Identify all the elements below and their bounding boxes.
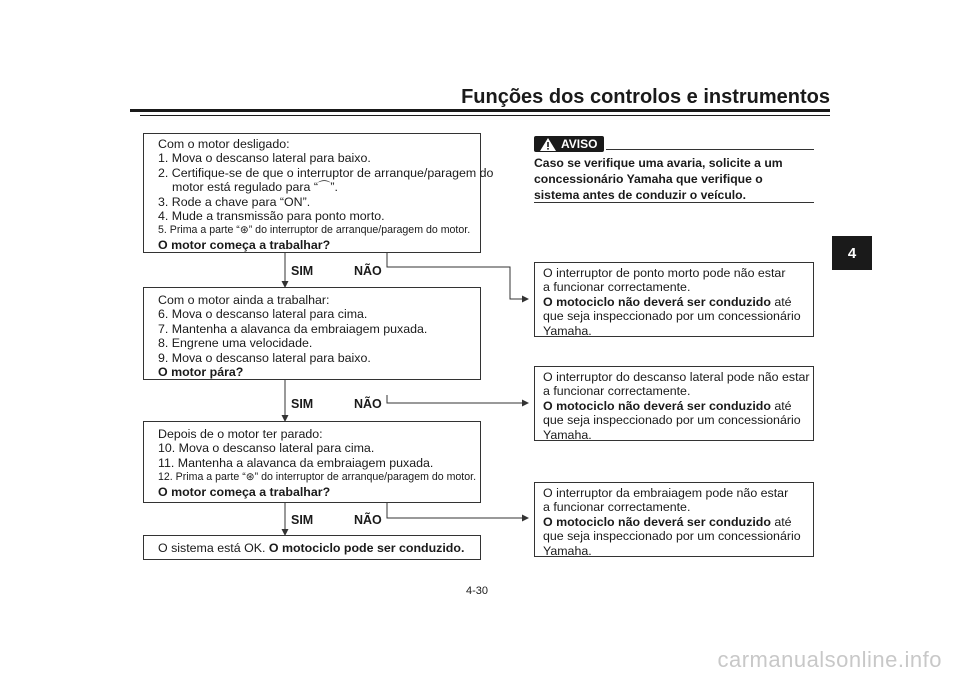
step-question: O motor começa a trabalhar? [158,484,331,499]
step-line: Depois de o motor ter parado: [158,427,323,441]
step-line: 5. Prima a parte “⊛” do interruptor de arranque/paragem do motor. [158,224,471,237]
ok-text-bold: O motociclo pode ser conduzido. [268,541,465,555]
step-line: Com o motor desligado: [158,137,290,151]
step-line: 10. Mova o descanso lateral para cima. [158,441,375,456]
result-line: até [770,514,792,529]
warning-line: sistema antes de conduzir o veículo. [534,188,746,202]
result-line: a funcionar correctamente. [543,280,691,295]
step-line: 11. Mantenha a alavanca da embraiagem puxada. [158,455,434,470]
result-line: Yamaha. [543,323,592,338]
step-box-2 [143,287,481,380]
chapter-tab: 4 [832,236,872,270]
no-arrow-3 [387,503,528,518]
result-bold: O motociclo não deverá ser conduzido [543,514,771,529]
no-label: NÃO [354,513,382,527]
warning-rule-top [606,149,814,150]
result-line: que seja inspeccionado por um concessionário [543,309,801,324]
page-title: Funções dos controlos e instrumentos [461,86,830,108]
result-bold: O motociclo não deverá ser conduzido [543,294,771,309]
result-line: que seja inspeccionado por um concessionário [543,413,801,428]
step-box-1 [143,133,494,253]
result-line: a funcionar correctamente. [543,384,691,399]
no-arrow-2 [387,395,528,403]
warning-label: AVISO [561,137,598,151]
warning-triangle-icon [539,137,557,153]
step-question: O motor começa a trabalhar? [158,237,331,252]
result-box-clutch-switch [534,482,814,557]
result-line: que seja inspeccionado por um concessionário [543,529,801,544]
ok-text: O sistema está OK. [158,541,266,555]
step-line: 2. Certifique-se de que o interruptor de arranque/paragem do [158,165,494,180]
warning-line: Caso se verifique uma avaria, solicite a um [534,156,783,170]
page-number: 4-30 [466,585,489,597]
step-line: 8. Engrene uma velocidade. [158,336,313,351]
step-line: 3. Rode a chave para “ON”. [158,194,311,209]
warning-rule-bottom [534,202,814,203]
step-line: 12. Prima a parte “⊛” do interruptor de arranque/paragem do motor. [158,471,477,484]
result-line: a funcionar correctamente. [543,500,691,515]
step-question: O motor pára? [158,365,244,380]
result-box-neutral-switch [534,262,814,337]
result-bold: O motociclo não deverá ser conduzido [543,398,771,413]
watermark: carmanualsonline.info [717,647,942,672]
step-line: Com o motor ainda a trabalhar: [158,293,330,307]
no-label: NÃO [354,264,382,278]
step-line: 6. Mova o descanso lateral para cima. [158,307,368,322]
result-line: Yamaha. [543,543,592,558]
no-label: NÃO [354,397,382,411]
result-line: até [770,398,792,413]
yes-label: SIM [291,397,314,411]
step-box-result-ok [143,535,481,560]
result-box-sidestand-switch [534,366,814,441]
result-line: até [770,294,792,309]
step-line: 1. Mova o descanso lateral para baixo. [158,151,371,166]
result-line: Yamaha. [543,427,592,442]
step-line: 9. Mova o descanso lateral para baixo. [158,350,371,365]
step-line: 4. Mude a transmissão para ponto morto. [158,209,385,224]
step-line: 7. Mantenha a alavanca da embraiagem puxada. [158,321,428,336]
result-line: O interruptor do descanso lateral pode não estar [543,370,810,384]
step-line: motor está regulado para “⌒”. [172,180,338,195]
yes-label: SIM [291,264,314,278]
warning-text [534,155,814,203]
step-box-3 [143,421,481,503]
yes-label: SIM [291,513,314,527]
result-line: O interruptor de ponto morto pode não estar [543,266,786,280]
result-line: O interruptor da embraiagem pode não estar [543,486,789,500]
warning-line: concessionário Yamaha que verifique o [534,172,763,186]
